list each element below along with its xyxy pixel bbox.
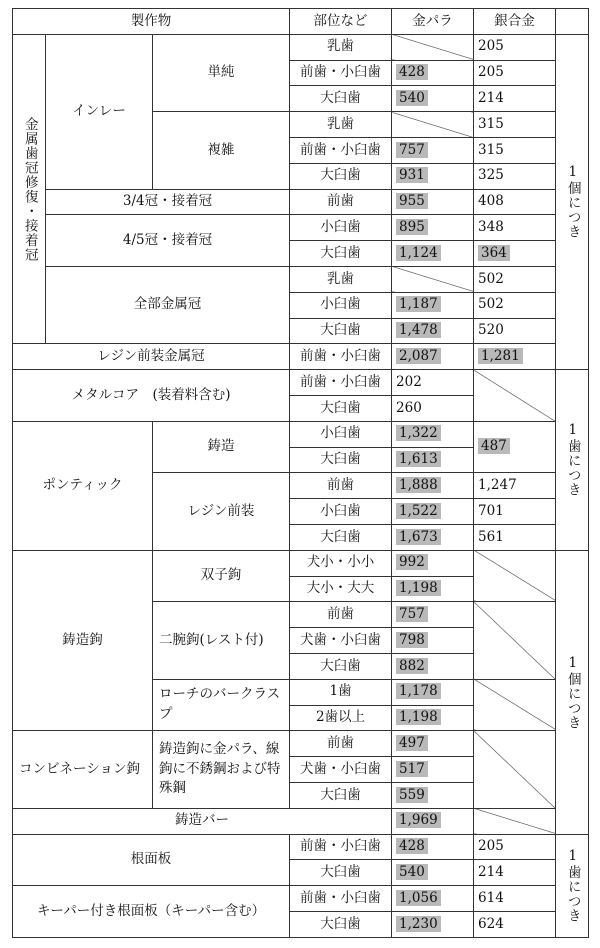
- full-crown-label: 全部金属冠: [46, 266, 290, 343]
- gold-cell-empty: [392, 34, 474, 60]
- silver-cell: 315: [474, 112, 556, 138]
- gold-cell: [392, 653, 474, 679]
- roach-clasp-label: ローチのバークラスプ: [153, 679, 290, 731]
- gold-cell: [392, 705, 474, 731]
- part-cell: 前歯・小臼歯: [290, 137, 392, 163]
- gold-cell: [392, 808, 474, 834]
- part-cell: 前歯・小臼歯: [290, 370, 392, 396]
- table-row: [13, 834, 589, 860]
- part-cell: 犬歯・小臼歯: [290, 628, 392, 654]
- gold-cell: [392, 911, 474, 937]
- table-row: [13, 421, 589, 447]
- part-cell: 大臼歯: [290, 782, 392, 808]
- silver-value: 487: [478, 438, 510, 454]
- gold-cell: [392, 60, 474, 86]
- gold-cell: [392, 421, 474, 447]
- silver-cell: 205: [474, 34, 556, 60]
- silver-cell: [474, 421, 556, 473]
- table-row: [13, 215, 589, 241]
- silver-cell: [474, 344, 556, 370]
- gold-cell: [392, 344, 474, 370]
- gold-cell: [392, 886, 474, 912]
- inlay-complex-label: 複雑: [153, 112, 290, 189]
- gold-cell: 260: [392, 395, 474, 421]
- part-cell: 前歯: [290, 473, 392, 499]
- gold-value: 540: [396, 864, 428, 880]
- header-part: 部位など: [290, 9, 392, 35]
- silver-cell-empty: [474, 370, 556, 422]
- part-cell: 犬歯・小臼歯: [290, 757, 392, 783]
- combination-clasp-desc: 鋳造鉤に金パラ、線鉤に不銹鋼および特殊鋼: [153, 731, 290, 808]
- gold-value: 1,198: [396, 580, 441, 596]
- silver-cell: 315: [474, 137, 556, 163]
- table-row: [13, 370, 589, 396]
- gold-cell: [392, 499, 474, 525]
- gold-value: 1,522: [396, 503, 441, 519]
- part-cell: 乳歯: [290, 266, 392, 292]
- gold-value: 540: [396, 90, 428, 106]
- part-cell: 小臼歯: [290, 421, 392, 447]
- silver-cell-empty: [474, 808, 556, 834]
- unit-label: 1個につき: [556, 550, 589, 834]
- silver-cell: 205: [474, 834, 556, 860]
- silver-cell: 561: [474, 524, 556, 550]
- table-row: [13, 808, 589, 834]
- part-cell: 大臼歯: [290, 653, 392, 679]
- silver-cell: 205: [474, 60, 556, 86]
- gold-value: 428: [396, 838, 428, 854]
- table-row: [13, 34, 589, 60]
- gold-cell: [392, 834, 474, 860]
- gold-cell: [392, 318, 474, 344]
- silver-cell-empty: [474, 602, 556, 679]
- pontic-cast-label: 鋳造: [153, 421, 290, 473]
- pontic-label: ポンティック: [13, 421, 153, 550]
- gold-cell: [392, 163, 474, 189]
- part-cell: 大臼歯: [290, 395, 392, 421]
- silver-cell: 214: [474, 86, 556, 112]
- gold-value: 1,198: [396, 709, 441, 725]
- gold-value: 1,673: [396, 529, 441, 545]
- gold-value: 517: [396, 761, 428, 777]
- header-item: 製作物: [13, 9, 290, 35]
- table-row: [13, 731, 589, 757]
- part-cell: 大臼歯: [290, 524, 392, 550]
- gold-value: 1,178: [396, 683, 441, 699]
- silver-cell: [474, 241, 556, 267]
- silver-cell: 1,247: [474, 473, 556, 499]
- part-cell: 大臼歯: [290, 241, 392, 267]
- part-cell: 前歯・小臼歯: [290, 60, 392, 86]
- gold-cell: [392, 757, 474, 783]
- unit-label: 1歯につき: [556, 370, 589, 551]
- gold-cell: [392, 86, 474, 112]
- gold-cell: [392, 447, 474, 473]
- header-unit: [556, 9, 589, 35]
- silver-cell-empty: [474, 550, 556, 602]
- gold-cell: [392, 576, 474, 602]
- silver-cell: 348: [474, 215, 556, 241]
- silver-cell-empty: [474, 731, 556, 808]
- part-cell: 前歯・小臼歯: [290, 344, 392, 370]
- two-arm-clasp-label: 二腕鉤(レスト付): [153, 602, 290, 679]
- price-table: [12, 8, 589, 938]
- gold-cell: [392, 731, 474, 757]
- gold-value: 1,969: [396, 812, 441, 828]
- gold-cell: [392, 137, 474, 163]
- gold-value: 1,187: [396, 296, 441, 312]
- pontic-resin-label: レジン前装: [153, 473, 290, 550]
- gold-cell: [392, 524, 474, 550]
- gold-value: 1,322: [396, 425, 441, 441]
- gold-value: 798: [396, 632, 428, 648]
- part-cell: 大臼歯: [290, 911, 392, 937]
- silver-cell: 502: [474, 266, 556, 292]
- table-row: [13, 344, 589, 370]
- gold-cell: [392, 292, 474, 318]
- header-row: [13, 9, 589, 35]
- gold-value: 757: [396, 142, 428, 158]
- gold-cell-empty: [392, 266, 474, 292]
- table-row: [13, 189, 589, 215]
- crown-34-label: 3/4冠・接着冠: [46, 189, 290, 215]
- double-clasp-label: 双子鉤: [153, 550, 290, 602]
- gold-value: 1,478: [396, 322, 441, 338]
- header-gold: 金パラ: [392, 9, 474, 35]
- root-plate-label: 根面板: [13, 834, 290, 886]
- gold-cell: 202: [392, 370, 474, 396]
- part-cell: 大小・大大: [290, 576, 392, 602]
- silver-cell: 624: [474, 911, 556, 937]
- gold-value: 1,888: [396, 477, 441, 493]
- gold-cell: [392, 550, 474, 576]
- part-cell: 前歯: [290, 731, 392, 757]
- part-cell: 前歯・小臼歯: [290, 886, 392, 912]
- silver-cell: 520: [474, 318, 556, 344]
- part-cell: 犬小・小小: [290, 550, 392, 576]
- gold-value: 1,124: [396, 245, 441, 261]
- table-row: [13, 266, 589, 292]
- gold-value: 955: [396, 193, 428, 209]
- silver-value: 364: [478, 245, 510, 261]
- gold-cell: [392, 679, 474, 705]
- table-row: [13, 550, 589, 576]
- part-cell: 2歯以上: [290, 705, 392, 731]
- gold-cell: [392, 782, 474, 808]
- table-row: [13, 886, 589, 912]
- crown-45-label: 4/5冠・接着冠: [46, 215, 290, 267]
- gold-value: 1,230: [396, 916, 441, 932]
- part-cell: 前歯: [290, 189, 392, 215]
- gold-value: 497: [396, 735, 428, 751]
- gold-value: 895: [396, 219, 428, 235]
- gold-cell: [392, 473, 474, 499]
- resin-crown-label: レジン前装金属冠: [13, 344, 290, 370]
- silver-cell: 214: [474, 860, 556, 886]
- part-cell: 乳歯: [290, 112, 392, 138]
- unit-label: 1個につき: [556, 34, 589, 369]
- gold-value: 559: [396, 787, 428, 803]
- inlay-label: インレー: [46, 34, 153, 189]
- gold-cell-empty: [392, 112, 474, 138]
- metal-core-label: メタルコア (装着料含む): [13, 370, 290, 422]
- gold-value: 428: [396, 64, 428, 80]
- gold-cell: [392, 241, 474, 267]
- gold-value: 1,613: [396, 451, 441, 467]
- part-cell: 大臼歯: [290, 163, 392, 189]
- gold-value: 757: [396, 606, 428, 622]
- silver-cell: 408: [474, 189, 556, 215]
- silver-cell: 701: [474, 499, 556, 525]
- gold-value: 931: [396, 167, 428, 183]
- part-cell: 大臼歯: [290, 447, 392, 473]
- gold-cell: [392, 860, 474, 886]
- part-cell: 小臼歯: [290, 499, 392, 525]
- part-cell: 大臼歯: [290, 318, 392, 344]
- gold-cell: [392, 602, 474, 628]
- gold-value: 992: [396, 554, 428, 570]
- part-cell: 大臼歯: [290, 86, 392, 112]
- silver-cell: 325: [474, 163, 556, 189]
- gold-cell: [392, 189, 474, 215]
- part-cell: 乳歯: [290, 34, 392, 60]
- silver-cell: 502: [474, 292, 556, 318]
- gold-value: 1,056: [396, 890, 441, 906]
- silver-cell-empty: [474, 679, 556, 731]
- part-cell: 前歯・小臼歯: [290, 834, 392, 860]
- inlay-simple-label: 単純: [153, 34, 290, 111]
- part-cell: 小臼歯: [290, 215, 392, 241]
- gold-cell: [392, 215, 474, 241]
- part-cell: 小臼歯: [290, 292, 392, 318]
- part-cell: 1歯: [290, 679, 392, 705]
- silver-cell: 614: [474, 886, 556, 912]
- part-cell: 前歯: [290, 602, 392, 628]
- part-cell: 大臼歯: [290, 860, 392, 886]
- gold-cell: [392, 628, 474, 654]
- cast-bar-label: 鋳造バー: [13, 808, 392, 834]
- header-silver: 銀合金: [474, 9, 556, 35]
- gold-value: 882: [396, 658, 428, 674]
- clasp-label: 鋳造鉤: [13, 550, 153, 731]
- silver-value: 1,281: [478, 348, 523, 364]
- gold-value: 2,087: [396, 348, 441, 364]
- combination-clasp-label: コンビネーション鉤: [13, 731, 153, 808]
- section-label: 金属歯冠修復・接着冠: [13, 34, 46, 344]
- unit-label: 1歯につき: [556, 834, 589, 937]
- keeper-root-plate-label: キーパー付き根面板（キーパー含む）: [13, 886, 290, 938]
